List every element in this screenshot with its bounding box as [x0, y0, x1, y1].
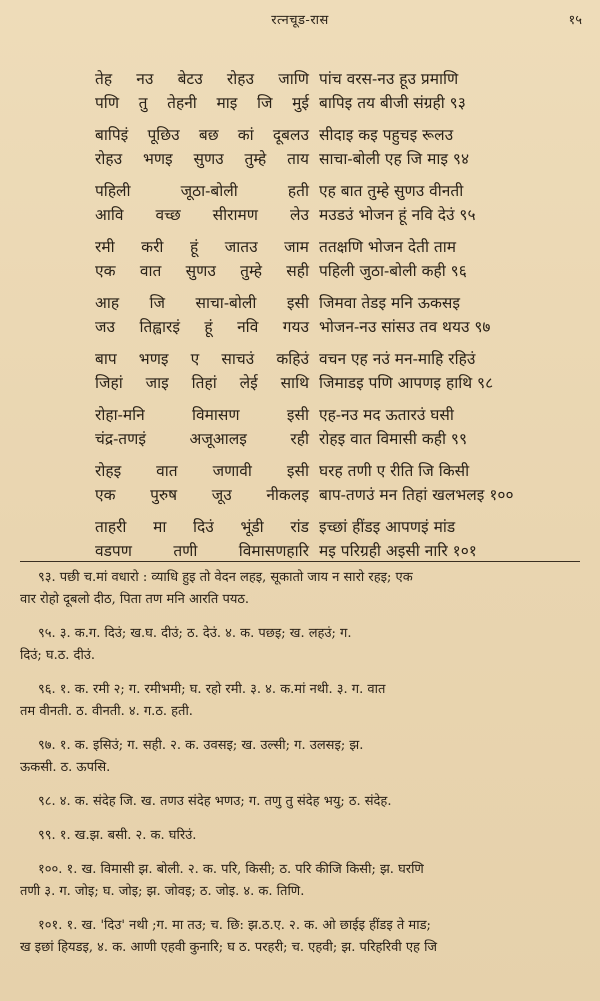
- verse-word: तेहनी: [167, 94, 197, 112]
- verse-line: [95, 122, 535, 146]
- verse-word: बेटउ: [177, 70, 203, 88]
- verse-line-left-half: [95, 291, 319, 313]
- verse-word: भणइ: [142, 150, 173, 168]
- verse-word: सुणउ: [193, 150, 224, 168]
- verse-line-right-half: वचन एह नउं मन-माहि रहिउं: [319, 350, 476, 368]
- verse-line-left-half: [95, 539, 319, 561]
- verse-word: ताहरी: [95, 518, 127, 536]
- verse-line: [95, 458, 535, 482]
- verse-word: ताय: [287, 150, 309, 168]
- verse-word: रोहइ: [95, 462, 122, 480]
- verse-word: तिहां: [191, 374, 217, 392]
- verse-word: भूंडी: [240, 518, 264, 536]
- verse-word: पहिली: [95, 182, 131, 200]
- verse-word: कहिउं: [276, 350, 309, 368]
- verse-word: लेउ: [289, 206, 309, 224]
- stanza: [95, 458, 535, 506]
- stanza: [95, 290, 535, 338]
- verse-line-right-half: एह बात तुम्हे सुणउ वीनती: [319, 182, 464, 200]
- footnote-line: ९७. १. क. इसिउं; ग. सही. २. क. उवसइ; ख. उल्सी; ग. उलसइ; झ.: [38, 738, 364, 753]
- verse-line-right-half: भोजन-नउ सांसउ तव थयउ ९७: [319, 318, 491, 336]
- verse-line: [95, 66, 535, 90]
- verse-word: जूउ: [211, 486, 232, 504]
- footnote-line: वार रोहो दूबलो दीठ, पिता तण मनि आरति पयठ.: [20, 592, 250, 607]
- page-number: १५: [568, 13, 582, 28]
- verse-word: जातउ: [224, 238, 258, 256]
- running-header-title: रत्नचूड-रास: [271, 13, 329, 28]
- verse-word: करी: [141, 238, 164, 256]
- verse-line-left-half: [95, 203, 319, 225]
- verse-word: सुणउ: [185, 262, 216, 280]
- verse-line-right-half: मउडउं भोजन हूं नवि देउं ९५: [319, 206, 476, 224]
- verse-word: मुई: [292, 94, 309, 112]
- verse-line-right-half: जिमवा तेडइ मनि ऊकसइ: [319, 294, 460, 312]
- stanza: [95, 234, 535, 282]
- verse-word: जणावी: [212, 462, 252, 480]
- verse-line-right-half: ततक्षणि भोजन देती ताम: [319, 238, 456, 256]
- verse-word: बापिइं: [95, 126, 129, 144]
- verse-line: [95, 146, 535, 170]
- verse-line-left-half: [95, 403, 319, 425]
- verse-line: [95, 202, 535, 226]
- verse-line: [95, 90, 535, 114]
- verse-word: पणि: [95, 94, 120, 112]
- verse-word: पुरुष: [150, 486, 178, 504]
- footnote-line: दिउं; घ.ठ. दीउं.: [20, 648, 96, 663]
- verse-line: [95, 234, 535, 258]
- verse-word: बछ: [198, 126, 219, 144]
- verse-line: [95, 370, 535, 394]
- footnote: [20, 679, 580, 723]
- footnote-line: ९३. पछी च.मां वधारो : व्याधि हुइ तो वेदन लहइ, सूकातो जाय न सारो रहइ; एक: [38, 570, 413, 585]
- verse-word: चंद्र-तणइं: [95, 430, 146, 448]
- verse-word: ए: [190, 350, 200, 368]
- verse-word: गयउ: [282, 318, 309, 336]
- verse-word: वात: [139, 262, 162, 280]
- verse-line-right-half: एह-नउ मद ऊतारउं घसी: [319, 406, 454, 424]
- footnote-line: ख इछां हियडइ, ४. क. आणी एहवी कुनारि; घ ठ. परहरी; च. एहवी; झ. परिहरिवी एह जि: [20, 940, 438, 955]
- verse-line: [95, 290, 535, 314]
- verse-word: जि: [256, 94, 273, 112]
- verse-word: हती: [287, 182, 309, 200]
- footnote-line: ९८. ४. क. संदेह जि. ख. तणउ संदेह भणउ; ग. तणु तु संदेह भयु; ठ. संदेह.: [38, 794, 392, 809]
- verse-word: तणी: [173, 542, 198, 560]
- verse-word: सीरामण: [212, 206, 258, 224]
- footnote-line: तणी ३. ग. जोइ; घ. जोइ; झ. जोवइ; ठ. जोइ. ४. क. तिणि.: [20, 884, 305, 899]
- verse-word: नवि: [237, 318, 259, 336]
- verse-line-left-half: [95, 259, 319, 281]
- verse-word: रोहउ: [95, 150, 123, 168]
- verse-word: रांड: [290, 518, 309, 536]
- verse-line: [95, 258, 535, 282]
- footnote: [20, 915, 580, 959]
- footnote: [20, 567, 580, 611]
- footnotes-block: [20, 567, 580, 971]
- verse-line-right-half: रोहइ वात विमासी कही ९९: [319, 430, 468, 448]
- verse-word: इसी: [286, 294, 309, 312]
- verse-line-right-half: इच्छां हींडइ आपणइं मांड: [319, 518, 456, 536]
- verse-word: बाप: [95, 350, 117, 368]
- footnote-line: तम वीनती. ठ. वीनती. ४. ग.ठ. हती.: [20, 704, 193, 719]
- verse-word: साथि: [280, 374, 309, 392]
- verse-word: वडपण: [95, 542, 132, 560]
- verse-line: [95, 426, 535, 450]
- verse-line: [95, 346, 535, 370]
- footnote-line: ऊकसी. ठ. ऊपसि.: [20, 760, 111, 775]
- footnote-line: ९५. ३. क.ग. दिउं; ख.घ. दीउं; ठ. देउं. ४. क. पछइ; ख. लहउं; ग.: [38, 626, 352, 641]
- verse-line-right-half: सीदाइ कइ पहुचइ रूलउ: [319, 126, 454, 144]
- stanza: [95, 178, 535, 226]
- verse-word: एक: [95, 486, 116, 504]
- verse-word: कां: [237, 126, 254, 144]
- verse-word: रोहा-मनि: [95, 406, 145, 424]
- footnote-line: ९६. १. क. रमी २; ग. रमीभमी; घ. रहो रमी. ३. ४. क.मां नथी. ३. ग. वात: [38, 682, 386, 697]
- stanza: [95, 402, 535, 450]
- verse-line: [95, 482, 535, 506]
- verse-word: रही: [290, 430, 309, 448]
- verse-line-left-half: [95, 427, 319, 449]
- verse-line-right-half: जिमाडइ पणि आपणइ हाथि ९८: [319, 374, 494, 392]
- verse-word: आह: [95, 294, 120, 312]
- verse-word: हूं: [189, 238, 199, 256]
- verse-line-left-half: [95, 123, 319, 145]
- verse-line-left-half: [95, 459, 319, 481]
- verse-line: [95, 402, 535, 426]
- verse-line-left-half: [95, 235, 319, 257]
- verse-line-left-half: [95, 67, 319, 89]
- verse-line-right-half: साचा-बोली एह जि माइ ९४: [319, 150, 470, 168]
- verse-word: जउ: [95, 318, 115, 336]
- verse-word: विमासणहारि: [238, 542, 309, 560]
- verse-word: वात: [156, 462, 178, 480]
- verse-word: जिहां: [95, 374, 123, 392]
- verse-line-right-half: पहिली जुठा-बोली कही ९६: [319, 262, 467, 280]
- verse-word: लेई: [239, 374, 258, 392]
- verse-word: साचा-बोली: [195, 294, 257, 312]
- verse-line-left-half: [95, 91, 319, 113]
- verse-word: वच्छ: [155, 206, 181, 224]
- verse-word: तुम्हे: [244, 150, 267, 168]
- footnote-line: १००. १. ख. विमासी झ. बोली. २. क. परि, किसी; ठ. परि कीजि किसी; झ. घरणि: [38, 862, 424, 877]
- footnote: [20, 825, 580, 847]
- verse-word: जि: [149, 294, 166, 312]
- verse-word: तिह्वारइं: [139, 318, 180, 336]
- verse-line-left-half: [95, 147, 319, 169]
- footnote: [20, 791, 580, 813]
- verse-line: [95, 178, 535, 202]
- verse-word: नउ: [136, 70, 154, 88]
- verse-word: जाइ: [145, 374, 169, 392]
- verse-word: साचउं: [221, 350, 255, 368]
- verse-line-left-half: [95, 515, 319, 537]
- stanza: [95, 122, 535, 170]
- verse-word: तेह: [95, 70, 113, 88]
- verse-line-right-half: मइ परिग्रही अइसी नारि १०१: [319, 542, 477, 560]
- verse-word: एक: [95, 262, 116, 280]
- verse-word: रमी: [95, 238, 115, 256]
- stanza: [95, 346, 535, 394]
- verse-word: इसी: [286, 462, 309, 480]
- verse-word: जाणि: [278, 70, 309, 88]
- verse-line-right-half: बापिइ तय बीजी संग्रही ९३: [319, 94, 466, 112]
- verse-word: दिउं: [193, 518, 214, 536]
- verse-word: सही: [286, 262, 309, 280]
- verse-word: भणइ: [138, 350, 169, 368]
- verse-word: दूबलउ: [272, 126, 309, 144]
- footnote-divider: [20, 561, 580, 562]
- verse-line-right-half: घरह तणी ए रीति जि किसी: [319, 462, 470, 480]
- verse-word: आवि: [95, 206, 124, 224]
- verse-line-left-half: [95, 347, 319, 369]
- verse-line: [95, 314, 535, 338]
- footnote: [20, 859, 580, 903]
- footnote: [20, 735, 580, 779]
- verse-line: [95, 538, 535, 562]
- footnote: [20, 623, 580, 667]
- verse-word: अजूआलइ: [189, 430, 247, 448]
- verse-line-right-half: पांच वरस-नउ हूउ प्रमाणि: [319, 70, 459, 88]
- verse-word: तु: [138, 94, 148, 112]
- verse-word: विमासण: [192, 406, 240, 424]
- verse-line-right-half: बाप-तणउं मन तिहां खलभलइ १००: [319, 486, 514, 504]
- verse-line-left-half: [95, 483, 319, 505]
- verse-line-left-half: [95, 179, 319, 201]
- verse-word: नीकलइ: [266, 486, 309, 504]
- footnote-line: ९९. १. ख.झ. बसी. २. क. घरिउं.: [38, 828, 197, 843]
- verse-line-left-half: [95, 315, 319, 337]
- verse-word: पूछिउ: [147, 126, 180, 144]
- stanza: [95, 514, 535, 562]
- verse-word: इसी: [286, 406, 309, 424]
- verse-line-left-half: [95, 371, 319, 393]
- footnote-line: १०१. १. ख. 'दिउ' नथी ;ग. मा तउ; च. छि: झ.ठ.ए. २. क. ओ छाईइ हींडइ ते माड;: [38, 918, 431, 933]
- verse-word: मा: [153, 518, 167, 536]
- verse-word: रोहउ: [226, 70, 255, 88]
- verse-word: हूं: [204, 318, 213, 336]
- verse-word: जूठा-बोली: [180, 182, 238, 200]
- stanza: [95, 66, 535, 114]
- verse-line: [95, 514, 535, 538]
- verse-word: माइ: [216, 94, 238, 112]
- verse-word: तुम्हे: [240, 262, 262, 280]
- verse-word: जाम: [284, 238, 309, 256]
- verse-block: [95, 66, 535, 570]
